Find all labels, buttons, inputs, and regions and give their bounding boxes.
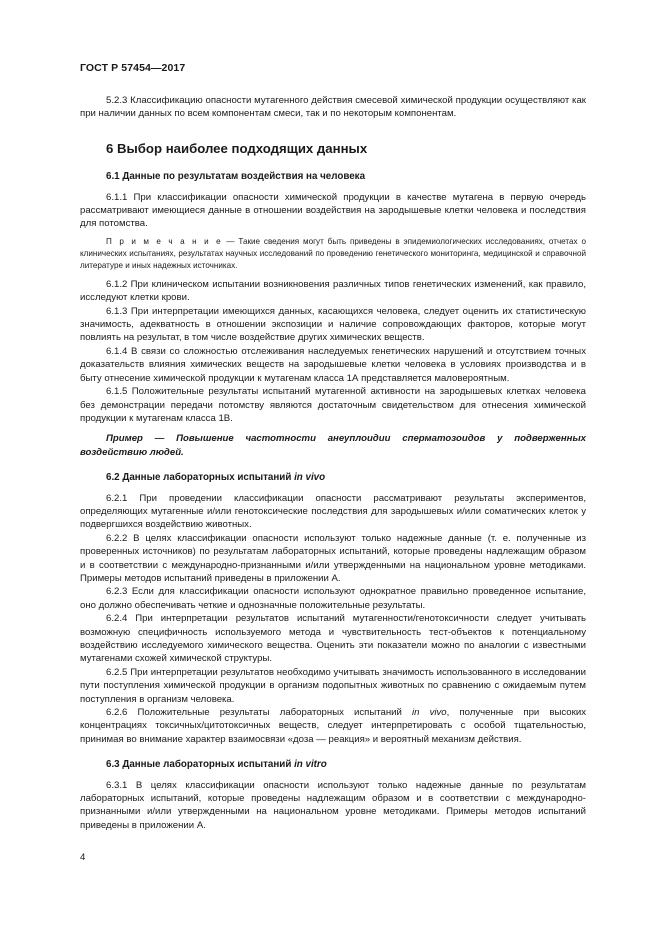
paragraph-6-1-3: 6.1.3 При интерпретации имеющихся данных, касающихся человека, следует оценить их статистическую значимость, адекватность в отношении экспозиции и наличие сопровождающих факторов, которые могут повлиять на результат, в том числе воздействие других химических веществ. <box>80 305 586 344</box>
paragraph-6-2-6-b: , полученные при высоких концентрациях токсичных/цитотоксичных веществ, следует интерпретировать с особой тщательностью, принимая во внимание характер взаимосвязи «доза — реакция» и вероятный механизм действия. <box>80 707 586 745</box>
section-6-3-title-text: 6.3 Данные лабораторных испытаний <box>106 759 295 771</box>
paragraph-6-1-4: 6.1.4 В связи со сложностью отслеживания наследуемых генетических нарушений и отсутствием точных доказательств влияния химических веществ на зародышевые клетки человека в условиях производства и в быту отнесение химической продукции к мутагенам класса 1А представляется маловероятным. <box>80 345 586 384</box>
paragraph-6-2-6 <box>80 706 586 746</box>
example: Пример — Повышение частотности анеуплоидии сперматозоидов у подверженных воздействию людей. <box>80 433 586 458</box>
section-6-title: 6 Выбор наиболее подходящих данных <box>106 140 368 156</box>
paragraph-6-2-4: 6.2.4 При интерпретации результатов испытаний мутагенности/генотоксичности следует учитывать возможную специфичность используемого метода и чувствительность тест-объектов к потенциальному воздействию исследуемого химического вещества. Оценить эти показатели можно по аналогии с известными мутагенами схожей химической структуры. <box>80 613 586 665</box>
section-6-2-title <box>106 471 586 484</box>
page-number: 4 <box>80 852 86 863</box>
paragraph-5-2-3: 5.2.3 Классификацию опасности мутагенного действия смесевой химической продукции осуществляют как при наличии данных по всем компонентам смеси, так и по некоторым компонентам. <box>80 95 586 120</box>
paragraph-6-3-1: 6.3.1 В целях классификации опасности используют только надежные данные по результатам лабораторных испытаний, которые проведены надлежащим образом и в соответствии с международно-признанными и/или утвержденными на национальном уровне методиками. Примеры методов испытаний приведены в приложении А. <box>80 779 586 831</box>
paragraph-6-2-2: 6.2.2 В целях классификации опасности используют только надежные данные (т. е. полученные из проверенных источников) по результатам лабораторных испытаний, которые проведены надлежащим образом и в соответствии с международно-признанными и/или утвержденными на национальном уровне методиками. Примеры методов испытаний приведены в приложении А. <box>80 532 586 584</box>
note <box>80 236 586 272</box>
note-text: — Такие сведения могут быть приведены в эпидемиологических исследованиях, отчетах о клинических испытаниях, результатах научных исследований по проведению генетического мониторинга, медицинской и справочной литературе и иных надежных источниках. <box>80 236 586 270</box>
paragraph-6-2-6-a: 6.2.6 Положительные результаты лабораторных испытаний <box>106 707 412 719</box>
section-6-3-title-italic: in vitro <box>294 759 327 771</box>
paragraph-6-2-3: 6.2.3 Если для классификации опасности используют однократное правильно проведенное испытание, оно должно обеспечивать четкие и однозначные положительные результаты. <box>80 586 586 611</box>
section-6-1-title: 6.1 Данные по результатам воздействия на человека <box>106 171 366 183</box>
paragraph-6-1-2: 6.1.2 При клиническом испытании возникновения различных типов генетических изменений, как правило, исследуют клетки крови. <box>80 278 586 304</box>
page-body <box>80 94 586 832</box>
note-label: П р и м е ч а н и е <box>106 236 223 246</box>
section-6-2-title-italic: in vivo <box>294 472 326 484</box>
paragraph-6-1-1: 6.1.1 При классификации опасности химической продукции в качестве мутагена в первую очередь рассматривают имеющиеся данные в отношении воздействия на зародышевые клетки человека и последствия для потомства. <box>80 191 586 230</box>
section-6-2-title-text: 6.2 Данные лабораторных испытаний <box>106 472 295 484</box>
document-header: ГОСТ Р 57454—2017 <box>80 62 186 74</box>
section-6-3-title <box>106 758 586 771</box>
paragraph-6-2-1: 6.2.1 При проведении классификации опасности рассматривают результаты экспериментов, определяющих мутагенные и/или генотоксические последствия для зародышевых и/или соматических клеток у подвергшихся воздействию животных. <box>80 492 586 531</box>
paragraph-6-2-5: 6.2.5 При интерпретации результатов необходимо учитывать значимость использованного в исследовании пути поступления химической продукции в организм подопытных животных по сравнению с ожидаемым путем поступления в организм человека. <box>80 666 586 705</box>
paragraph-6-2-6-italic: in vivo <box>412 707 447 719</box>
paragraph-6-1-5: 6.1.5 Положительные результаты испытаний мутагенной активности на зародышевых клетках человека без демонстрации передачи потомству являются достаточным свидетельством для отнесения химической продукции к мутагенам класса 1В. <box>80 386 586 424</box>
